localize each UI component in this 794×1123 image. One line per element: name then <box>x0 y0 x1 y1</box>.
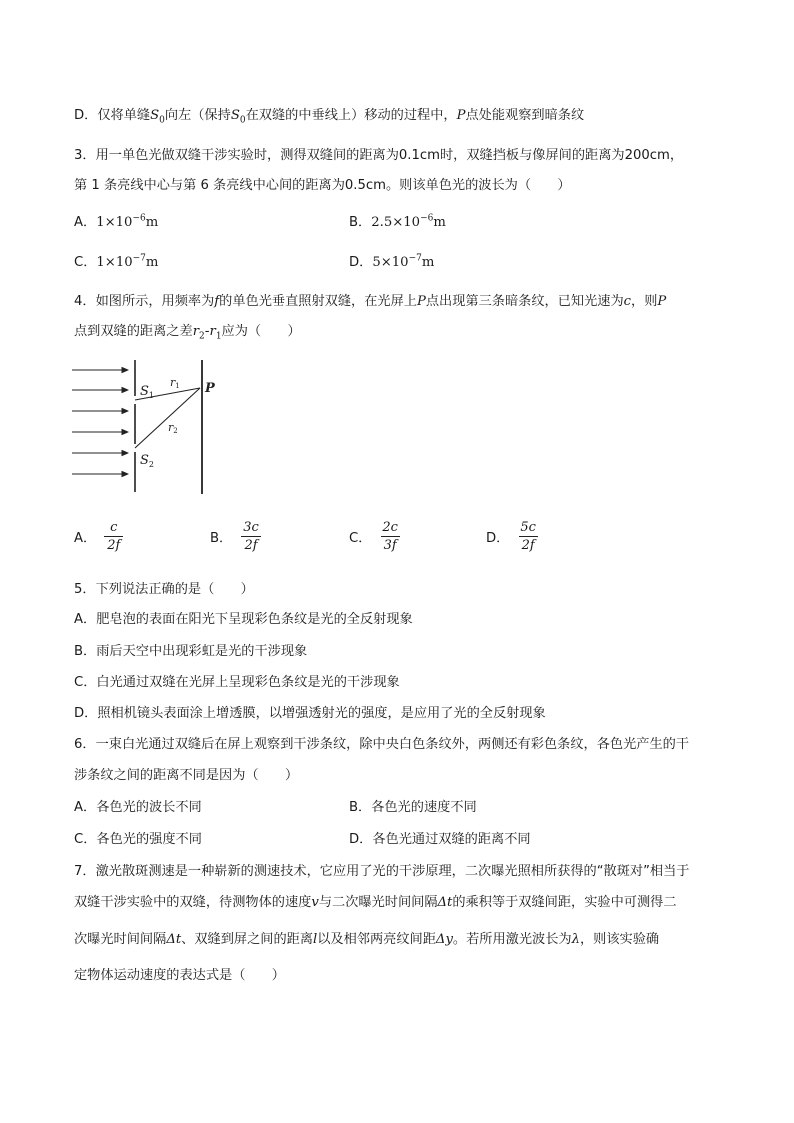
q6-stem-line-2: 涉条纹之间的距离不同是因为（ ） <box>74 768 299 783</box>
q6-option-a[interactable]: A．各色光的波长不同 <box>74 800 202 815</box>
label-s1: $S_1$ <box>140 384 154 400</box>
q5-stem: 5．下列说法正确的是（ ） <box>74 582 254 597</box>
q3-option-a[interactable]: A．$1\times 10^{-6}m$ <box>74 213 159 230</box>
q4-option-b[interactable]: B． $\frac{3c}{2f}$ <box>210 520 262 553</box>
q5-option-a[interactable]: A．肥皂泡的表面在阳光下呈现彩色条纹是光的全反射现象 <box>74 612 413 627</box>
q5-option-d[interactable]: D．照相机镜头表面涂上增透膜，以增强透射光的强度，是应用了光的全反射现象 <box>74 706 546 721</box>
label-s2: $S_2$ <box>140 453 154 469</box>
q6-stem-line-1: 6．一束白光通过双缝后在屏上观察到干涉条纹，除中央白色条纹外，两侧还有彩色条纹，各色光产生的干 <box>74 737 690 752</box>
q7-stem-line-1: 7．激光散斑测速是一种崭新的测速技术，它应用了光的干涉原理，二次曝光照相所获得的“散斑对”相当于 <box>74 864 690 879</box>
q2-option-d[interactable]: D．仅将单缝$S_0$向左（保持$S_0$在双缝的中垂线上）移动的过程中，P点处能观察到暗条纹 <box>74 108 585 126</box>
fraction: $\frac{3c}{2f}$ <box>243 520 259 553</box>
q4-option-a[interactable]: A． $\frac{c}{2f}$ <box>74 520 123 553</box>
q4-option-d[interactable]: D． $\frac{5c}{2f}$ <box>486 520 539 553</box>
fraction: $\frac{5c}{2f}$ <box>520 520 536 553</box>
q4-stem-line-1: 4．如图所示，用频率为f的单色光垂直照射双缝，在光屏上P点出现第三条暗条纹，已知光速为c，则P <box>74 294 667 309</box>
q3-stem-line-1: 3．用一单色光做双缝干涉实验时，测得双缝间的距离为0.1cm时，双缝挡板与像屏间的距离为200cm， <box>74 148 684 163</box>
q6-option-d[interactable]: D．各色光通过双缝的距离不同 <box>349 832 531 847</box>
label-p: P <box>205 381 215 396</box>
q3-option-b[interactable]: B．$2.5\times 10^{-6}m$ <box>349 213 446 230</box>
q3-stem-line-2: 第 1 条亮线中心与第 6 条亮线中心间的距离为0.5cm。则该单色光的波长为（ ） <box>74 178 571 193</box>
fraction: $\frac{2c}{3f}$ <box>382 520 398 553</box>
q3-option-c[interactable]: C．$1\times 10^{-7}m$ <box>74 253 159 270</box>
q6-option-c[interactable]: C．各色光的强度不同 <box>74 832 202 847</box>
q4-stem-line-2: 点到双缝的距离之差$r_2-r_1$应为（ ） <box>74 324 301 342</box>
q7-stem-line-3: 次曝光时间间隔Δt、双缝到屏之间的距离l以及相邻两亮纹间距Δy。若所用激光波长为λ，则该实验确 <box>74 932 660 947</box>
q7-stem-line-4: 定物体运动速度的表达式是（ ） <box>74 968 285 983</box>
q3-option-d[interactable]: D．$5\times 10^{-7}m$ <box>349 253 435 270</box>
label-r1: r1 <box>170 376 180 390</box>
q5-option-b[interactable]: B．雨后天空中出现彩虹是光的干涉现象 <box>74 644 308 659</box>
incident-light-arrows <box>72 370 128 474</box>
q4-option-c[interactable]: C． $\frac{2c}{3f}$ <box>349 520 401 553</box>
q5-option-c[interactable]: C．白光通过双缝在光屏上呈现彩色条纹是光的干涉现象 <box>74 675 400 690</box>
label-r2: r2 <box>168 421 178 435</box>
q7-stem-line-2: 双缝干涉实验中的双缝，待测物体的速度v与二次曝光时间间隔Δt的乘积等于双缝间距，实验中可测得二 <box>74 895 677 910</box>
fraction: $\frac{c}{2f}$ <box>104 520 123 553</box>
double-slit-figure <box>70 358 220 498</box>
q6-option-b[interactable]: B．各色光的速度不同 <box>349 800 477 815</box>
